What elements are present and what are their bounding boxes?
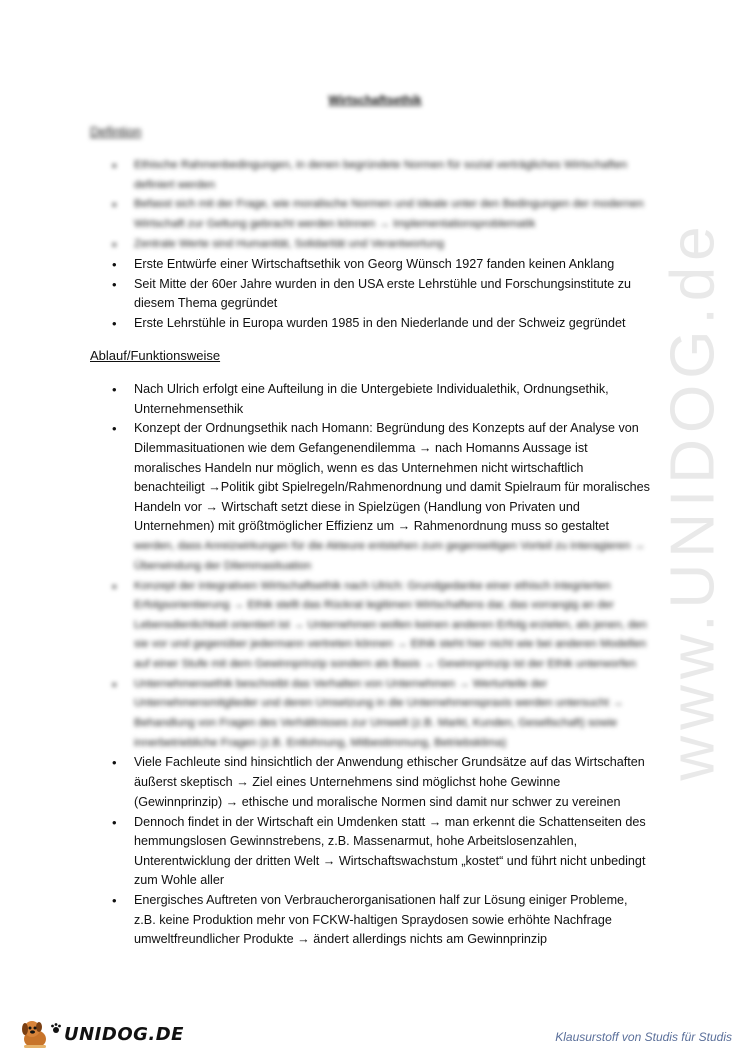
- watermark-text: www.UNIDOG.de: [658, 219, 728, 781]
- list-item: • Erste Entwürfe einer Wirtschaftsethik von Georg Wünsch 1927 fanden keinen Anklang: [90, 255, 650, 275]
- list-item: • Nach Ulrich erfolgt eine Aufteilung in die Untergebiete Individualethik, Ordnungsethik, Unternehmensethik: [90, 380, 650, 419]
- list-item: • Viele Fachleute sind hinsichtlich der Anwendung ethischer Grundsätze auf das Wirtschaften äußerst skeptisch → Ziel eines Unternehmens sind möglichst hohe Gewinne (Gewinnprinzip) → ethische und moralische Normen sind damit nur schwer zu vereinen: [90, 753, 650, 812]
- list-item: • Energisches Auftreten von Verbraucherorganisationen half zur Lösung einiger Probleme, z.B. keine Produktion mehr von FCKW-haltigen Spraydosen sowie erhöhte Nachfrage umweltfreundlicher Produkte → ändert allerdings nichts am Gewinnprinzip: [90, 891, 650, 950]
- list-item: • Befasst sich mit der Frage, wie moralische Normen und Ideale unter den Bedingungen der modernen Wirtschaft zur Geltung gebracht werden können → Implementationsproblematik: [90, 195, 650, 234]
- list-item: • Unternehmensethik beschreibt das Verhalten von Unternehmen → Werturteile der Unternehmensmitglieder und deren Umsetzung in die Unternehmenspraxis werden untersucht → Behandlung von Fragen des Verhältnisses zur Umwelt (z.B. Markt, Kunden, Gesellschaft) sowie innerbetriebliche Fragen (z.B. Entlohnung, Mitbestimmung, Betriebsklima): [90, 675, 650, 753]
- list-item: • Dennoch findet in der Wirtschaft ein Umdenken statt → man erkennt die Schattenseiten des hemmungslosen Gewinnstrebens, z.B. Massenarmut, hohe Arbeitslosenzahlen, Unterentwicklung der dritten Welt → Wirtschaftswachstum „kostet“ und führt nicht unbedingt zum Wohle aller: [90, 813, 650, 891]
- list-item: [90, 419, 650, 576]
- list-item: • Ethische Rahmenbedingungen, in denen begründete Normen für sozial verträgliches Wirtschaften definiert werden: [90, 156, 650, 195]
- list-item: • Seit Mitte der 60er Jahre wurden in den USA erste Lehrstühle und Forschungsinstitute zu diesem Thema gegründet: [90, 275, 650, 314]
- section-heading-definition: Defintion: [90, 124, 142, 139]
- definition-list: [90, 156, 650, 334]
- document-title: Wirtschaftsethik: [328, 93, 422, 107]
- watermark: [648, 219, 738, 781]
- dog-mascot-icon: [18, 1017, 52, 1051]
- section-heading-process: Ablauf/Funktionsweise: [90, 348, 221, 363]
- list-item: • Konzept der integrativen Wirtschaftsethik nach Ulrich: Grundgedanke einer ethisch integrierten Erfolgsorientierung → Ethik stellt das Rückrat legitimen Wirtschaftens dar, das vorrangig an der Lebensdienlichkeit orientiert ist → Unternehmen wollen keinen anderen Erfolg erzielen, als jenen, den sie vor und gegenüber jedermann vertreten können → Ethik steht hier nicht wie bei anderen Modellen auf einer Stufe mit dem Gewinnprinzip sondern als Basis → Gewinnprinzip ist der Ethik unterworfen: [90, 577, 650, 675]
- paw-icon: [50, 1022, 62, 1034]
- list-item-text: Konzept der Ordnungsethik nach Homann: Begründung des Konzepts auf der Analyse von Dilemmasituationen wie dem Gefangenendilemma → nach Homanns Aussage ist moralisches Handeln nur möglich, wenn es das Unternehmen nicht wirtschaftlich benachteiligt →Politik gibt Spielregeln/Rahmenordnung und damit Spielraum für moralisches Handeln vor → Wirtschaft setzt diese in Spielzügen (Handlung von Privaten und Unternehmen) mit größtmöglicher Effizienz um → Rahmenordnung muss so gestaltet: [134, 421, 650, 534]
- footer-tagline: Klausurstoff von Studis für Studis: [555, 1030, 732, 1044]
- list-item: • Zentrale Werte sind Humanität, Solidarität und Verantwortung: [90, 235, 650, 255]
- logo-text: UNIDOG.DE: [64, 1023, 184, 1045]
- list-item: • Erste Lehrstühle in Europa wurden 1985 in den Niederlande und der Schweiz gegründet: [90, 314, 650, 334]
- process-list: [90, 380, 650, 950]
- footer-logo: [18, 1016, 184, 1052]
- list-item-continuation: werden, dass Anreizwirkungen für die Akteure entstehen zum gegenseitigen Vorteil zu interagieren → Überwindung der Dilemmasituation: [134, 540, 645, 572]
